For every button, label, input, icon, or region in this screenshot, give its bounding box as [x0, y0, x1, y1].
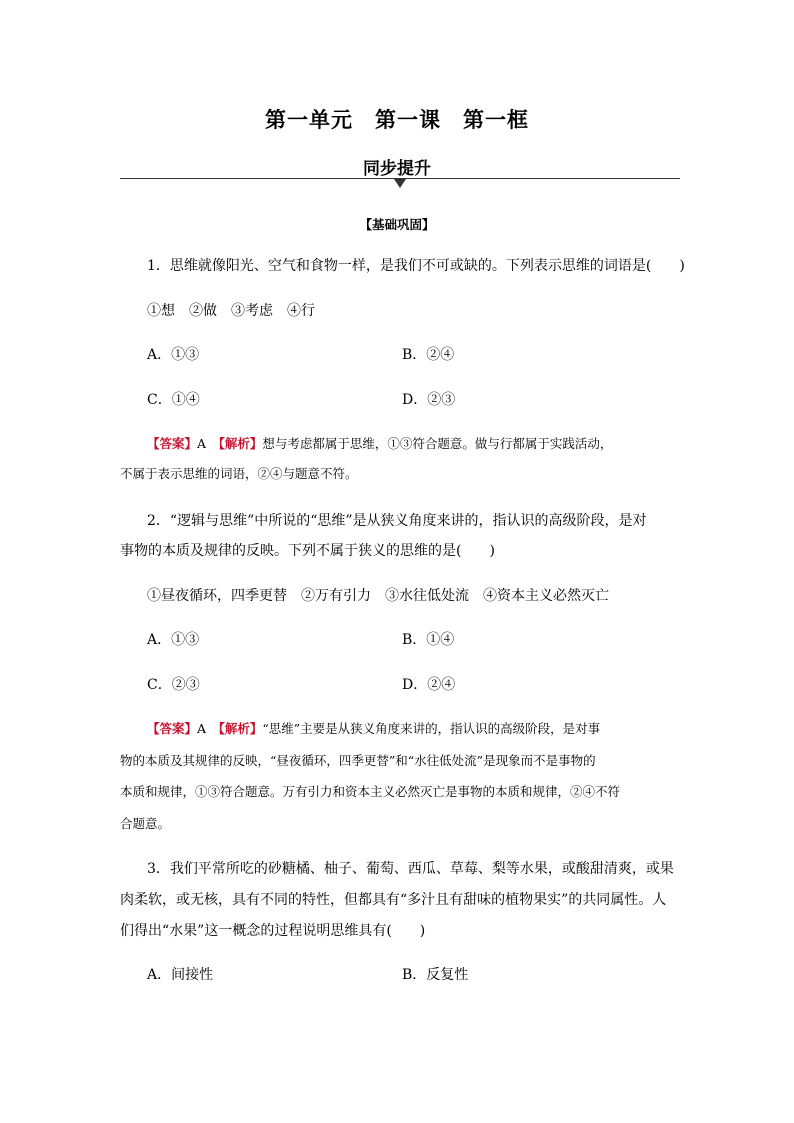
question-2-stem-line: 事物的本质及规律的反映。下列不属于狭义的思维的是( ) [120, 543, 495, 559]
question-1-analysis-line: 不属于表示思维的词语，②④与题意不符。 [120, 466, 358, 481]
question-2-analysis-line: 合题意。 [120, 816, 171, 831]
question-3-option-a: A．间接性 [147, 967, 214, 983]
question-1-option-c: C．①④ [147, 392, 200, 408]
analysis-tag: 【解析】 [218, 436, 263, 451]
question-2-stem: 2．“逻辑与思维”中所说的“思维”是从狭义角度来讲的，指认识的高级阶段，是对 [147, 513, 647, 529]
page-subtitle: 同步提升 [363, 159, 431, 179]
question-2-option-a: A．①③ [147, 632, 200, 648]
question-2-analysis-line: 物的本质及其规律的反映，“昼夜循环，四季更替”和“水往低处流”是现象而不是事物的 [120, 753, 596, 768]
question-1-option-d: D．②③ [402, 392, 456, 408]
analysis-text: 想与考虑都属于思维，①③符合题意。做与行都属于实践活动， [262, 436, 613, 451]
question-2-option-d: D．②④ [402, 677, 456, 693]
question-2-answer [147, 720, 600, 738]
analysis-tag: 【解析】 [218, 721, 263, 736]
answer-tag: 【答案】 [147, 436, 198, 451]
question-3-stem-line: 们得出“水果”这一概念的过程说明思维具有( ) [120, 923, 426, 939]
answer-tag: 【答案】 [147, 721, 198, 736]
question-3-option-b: B．反复性 [402, 967, 469, 983]
question-1-items: ①想 ②做 ③考虑 ④行 [147, 303, 315, 319]
triangle-marker-icon [394, 179, 406, 188]
answer-letter: A [197, 436, 207, 451]
answer-letter: A [197, 721, 207, 736]
page-title: 第一单元 第一课 第一框 [265, 108, 529, 132]
question-1-option-b: B．②④ [402, 347, 455, 363]
question-1-answer [147, 435, 612, 453]
question-1-option-a: A．①③ [147, 347, 200, 363]
analysis-text: “思维”主要是从狭义角度来讲的，指认识的高级阶段，是对事 [262, 721, 601, 736]
question-2-option-c: C．②③ [147, 677, 200, 693]
question-2-analysis-line: 本质和规律，①③符合题意。万有引力和资本主义必然灭亡是事物的本质和规律，②④不符 [120, 784, 621, 799]
question-3-stem: 3．我们平常所吃的砂糖橘、柚子、葡萄、西瓜、草莓、梨等水果，或酸甜清爽，或果 [147, 861, 674, 877]
section-heading: 【基础巩固】 [359, 217, 435, 232]
question-2-option-b: B．①④ [402, 632, 455, 648]
question-1-stem: 1．思维就像阳光、空气和食物一样，是我们不可或缺的。下列表示思维的词语是( ) [147, 258, 685, 274]
question-2-items: ①昼夜循环，四季更替 ②万有引力 ③水往低处流 ④资本主义必然灭亡 [147, 588, 609, 604]
question-3-stem-line: 肉柔软，或无核，具有不同的特性，但都具有“多汁且有甜味的植物果实”的共同属性。人 [120, 892, 667, 908]
